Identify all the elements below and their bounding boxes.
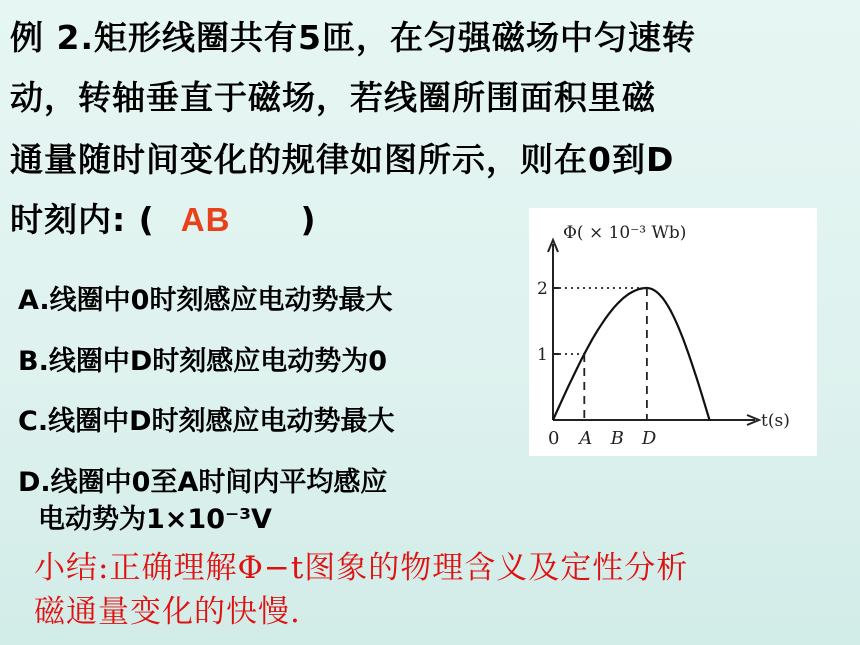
y-tick-label: 1 (537, 345, 548, 365)
question-prefix: 时刻内: ( (10, 200, 155, 239)
y-tick-label: 2 (537, 279, 548, 299)
question-line-3: 通量随时间变化的规律如图所示，则在0到D (10, 140, 675, 179)
graph-axes (548, 240, 759, 425)
x-tick-label: A (579, 428, 593, 449)
question-line-2: 动，转轴垂直于磁场，若线圈所围面积里磁 (10, 78, 656, 117)
x-tick-label: 0 (548, 428, 560, 449)
y-axis-label: Φ( × 10⁻³ Wb) (563, 223, 687, 243)
answer-text: AB (180, 201, 231, 238)
flux-curve (553, 288, 710, 420)
option-d-line-2: 电动势为1×10⁻³V (38, 504, 272, 535)
x-tick-label: D (641, 428, 657, 449)
x-tick-label: B (610, 428, 624, 449)
summary-line-2: 磁通量变化的快慢. (34, 594, 301, 630)
flux-time-graph (529, 208, 817, 456)
option-a: A.线圈中0时刻感应电动势最大 (18, 285, 393, 316)
graph-marks (537, 279, 710, 449)
question-suffix: ) (300, 200, 317, 239)
summary-line-1: 小结:正确理解Φ−t图象的物理含义及定性分析 (34, 550, 689, 586)
question-line-4 (10, 200, 317, 240)
question-line-1: 例 2.矩形线圈共有5匝，在匀强磁场中匀速转 (10, 18, 696, 57)
option-c: C.线圈中D时刻感应电动势最大 (18, 406, 395, 437)
option-d-line-1: D.线圈中0至A时间内平均感应 (18, 467, 388, 498)
option-b: B.线圈中D时刻感应电动势为0 (18, 346, 388, 377)
x-axis-label: t(s) (761, 411, 790, 431)
